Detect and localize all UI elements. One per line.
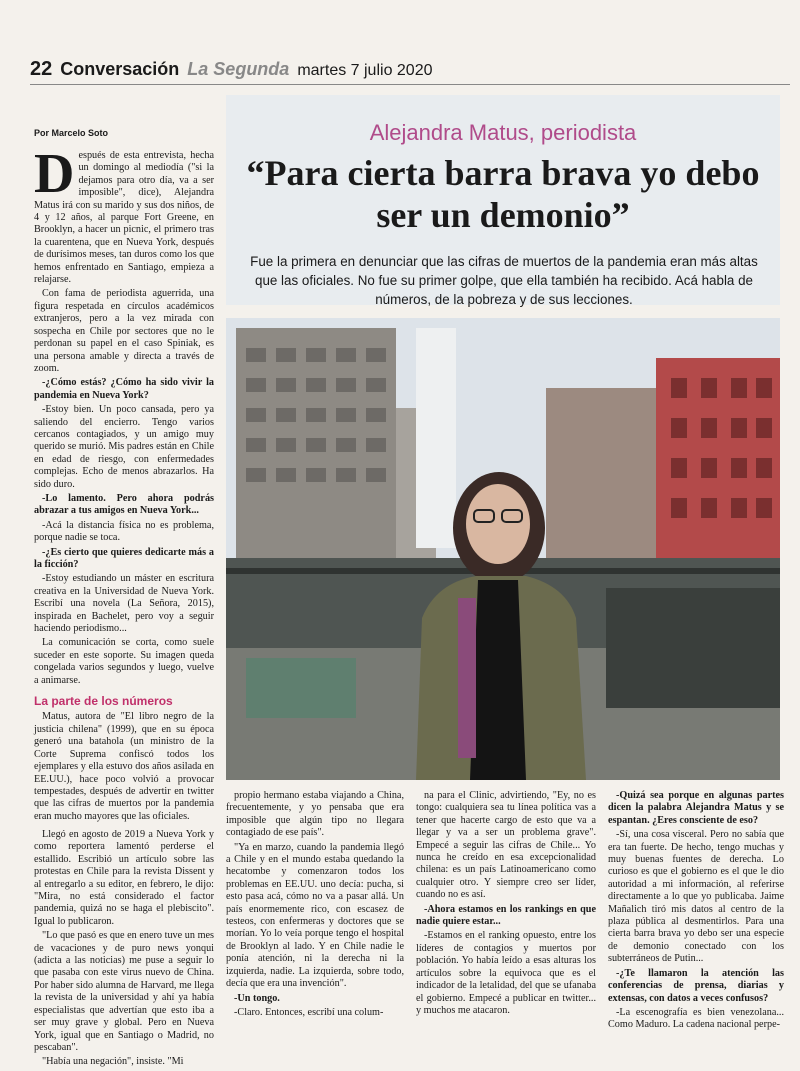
body-column-1 xyxy=(34,829,214,1071)
interview-question: -Un tongo. xyxy=(234,992,280,1004)
body-paragraph: -Estoy estudiando un máster en escritura creativa en la Universidad de Nueva York. Escribí una novela (La Señora, 2015), inspirada en Bachelet, pero voy a seguir haciendo periodismo... xyxy=(34,573,214,635)
interview-question: -Lo lamento. Pero ahora podrás abrazar a tus amigos en Nueva York... xyxy=(34,492,214,517)
body-paragraph: -Acá la distancia física no es problema, porque nadie se toca. xyxy=(34,519,214,544)
publication-name: La Segunda xyxy=(187,59,290,79)
byline: Por Marcelo Soto xyxy=(34,128,109,138)
interview-question: -Quizá sea porque en algunas partes dicen la palabra Alejandra Matus y se espantan. ¿Eres consciente de eso? xyxy=(608,790,784,826)
section-subhead: La parte de los números xyxy=(34,694,173,709)
page-header xyxy=(30,58,790,85)
photo-illustration xyxy=(226,318,780,780)
body-paragraph: "Había una negación", insiste. "Mi xyxy=(42,1056,184,1068)
kicker: Alejandra Matus, periodista xyxy=(369,120,637,145)
left-column xyxy=(34,143,214,825)
drop-cap: D xyxy=(34,143,75,205)
body-paragraph: "Ya en marzo, cuando la pandemia llegó a Chile y en el mundo estaba quedando la hecatombe y comenzaron todos los problemas en EE.UU. uno decía: pucha, si esto pasa acá, cómo no va a pasar allá. Un país enormemente rico, con escasez de testeos, con enfermeras y doctores que se morían. Yo lo veía porque tengo el hospital de Brooklyn al lado. Y en Chile nadie le ponía atención, ni la derecha ni la izquierda, nadie. La izquierda, sobre todo, decía que era una invención". xyxy=(226,841,404,990)
page-number: 22 xyxy=(30,58,53,80)
issue-date: martes 7 julio 2020 xyxy=(297,62,433,79)
headline: “Para cierta barra brava yo debo ser un demonio” xyxy=(246,153,760,235)
body-column-3 xyxy=(416,790,596,1019)
interview-question: -¿Te llamaron la atención las conferencias de prensa, diarias y extensas, con datos a veces confusos? xyxy=(608,967,784,1004)
interview-question: -¿Cómo estás? ¿Cómo ha sido vivir la pandemia en Nueva York? xyxy=(34,377,214,401)
body-paragraph: -Estamos en el ranking opuesto, entre los líderes de contagios y muertos por población. Yo había leído a esas alturas los artículos sobre la equivoca que es el indicador de la letalidad, del que se ufanaba el gobierno. Empecé a publicar en twitter... y muchos me atacaron. xyxy=(416,930,596,1016)
body-paragraph: -Claro. Entonces, escribí una colum- xyxy=(234,1006,384,1018)
body-paragraph: "Lo que pasó es que en enero tuve un mes de vacaciones y de puro news yonqui (adicta a las noticias) me puse a seguir lo que pasaba con este virus nuevo de China. Por haber sido alumna de Harvard, me llega la revista de la universidad y ahí ya había especialistas que advertían que esto iba a ser muy grave y global. Pero en Nueva York, igual que en Santiago o Madrid, no pescaban". xyxy=(34,930,214,1053)
body-paragraph xyxy=(34,143,214,286)
body-paragraph: Con fama de periodista aguerrida, una figura respetada en círculos académicos extranjeros, pero a la vez mirada con sospecha en Chile por sectores que no le perdonan su papel en el caso Spiniak, es una persona amable y directa a través de zoom. xyxy=(34,288,214,374)
body-paragraph: -La escenografía es bien venezolana... Como Maduro. La cadena nacional perpe- xyxy=(608,1006,784,1031)
interview-question: -Ahora estamos en los rankings en que nadie quiere estar... xyxy=(416,903,596,928)
body-paragraph: Matus, autora de "El libro negro de la justicia chilena" (1999), que en su época generó una batahola (un ministro de la Corte Suprema confiscó todos los ejemplares y ella estuvo dos años asilada en EE.UU.), hace poco volvió a provocar tempestades, después de advertir en twitter que las cifras de muertos por la pandemia eran mucho mayores que las oficiales. xyxy=(34,711,214,822)
deck: Fue la primera en denunciar que las cifras de muertos de la pandemia eran más altas que las oficiales. No fue su primer golpe, que ella también ha recibido. Acá habla de números, de la pobreza y de sus lecciones. xyxy=(250,254,758,307)
body-column-2 xyxy=(226,790,404,1021)
section-name: Conversación xyxy=(60,59,180,79)
body-paragraph: -Estoy bien. Un poco cansada, pero ya saliendo del encierro. Tengo varios cercanos contagiados, y un amigo muy querido se murió. Mis padres están en Chile en edad de riesgo, con enfermedades complejas. Echo de menos abrazarlos. Ha sido duro. xyxy=(34,404,214,490)
portrait-photo xyxy=(226,318,780,780)
body-column-4 xyxy=(608,790,784,1034)
lead-paragraph-text: espués de esta entrevista, hecha un domingo al mediodía ("si la dejamos para otro día, va a ser imposible", dice), Alejandra Matus irá con su marido y sus dos niños, de 4 y 12 años, al parque Fort Greene, en Brooklyn, a hacer un picnic, el primero tras la cuarentena, que en Nueva York, después de durísimos meses, tan duros como los que hemos enfrentado en Santiago, empieza a relajarse. xyxy=(34,150,214,286)
body-paragraph: propio hermano estaba viajando a China, frecuentemente, y yo pensaba que era imposible que algún tipo no llegara contagiado de ese país". xyxy=(226,790,404,839)
interview-question: -¿Es cierto que quieres dedicarte más a la ficción? xyxy=(34,546,214,570)
body-paragraph: -Sí, una cosa visceral. Pero no sabía que era tan fuerte. De hecho, tengo muchas y muy buenas fuentes de derecha. Lo curioso es que el gobierno es el que le dio autoridad a mi información, al referirse directamente a lo que yo publicaba. Jaime Mañalich tiró mis datos al centro de la plaza pública al desmentirlos. Para una cierta barra brava yo debo ser una especie de demonio conectado con los subterráneos de Putin... xyxy=(608,829,784,965)
body-paragraph: na para el Clinic, advirtiendo, "Ey, no es tongo: cualquiera sea tu línea política vas a tener que hacerte cargo de esto que va a llegar y va a ser un problema grave". Empecé a seguir las cifras de Chile... Yo nunca he creído en esa excepcionalidad chilena: es un país Latinoamericano como cualquier otro. Y siempre creo ser líder, cuando no es así. xyxy=(416,790,596,901)
body-paragraph: Llegó en agosto de 2019 a Nueva York y como reportera lamentó perderse el estallido. Escribió un artículo sobre las protestas en Chile para la revista Dissent y al entregarlo a su editor, en febrero, le dijo: "Mira, no está considerado el factor pandemia, quizá no se haga el plebiscito". Igual lo publicaron. xyxy=(34,829,214,927)
body-paragraph: La comunicación se corta, como suele suceder en este soporte. Su imagen queda congelada varios segundos y luego, vuelve a animarse. xyxy=(34,637,214,686)
